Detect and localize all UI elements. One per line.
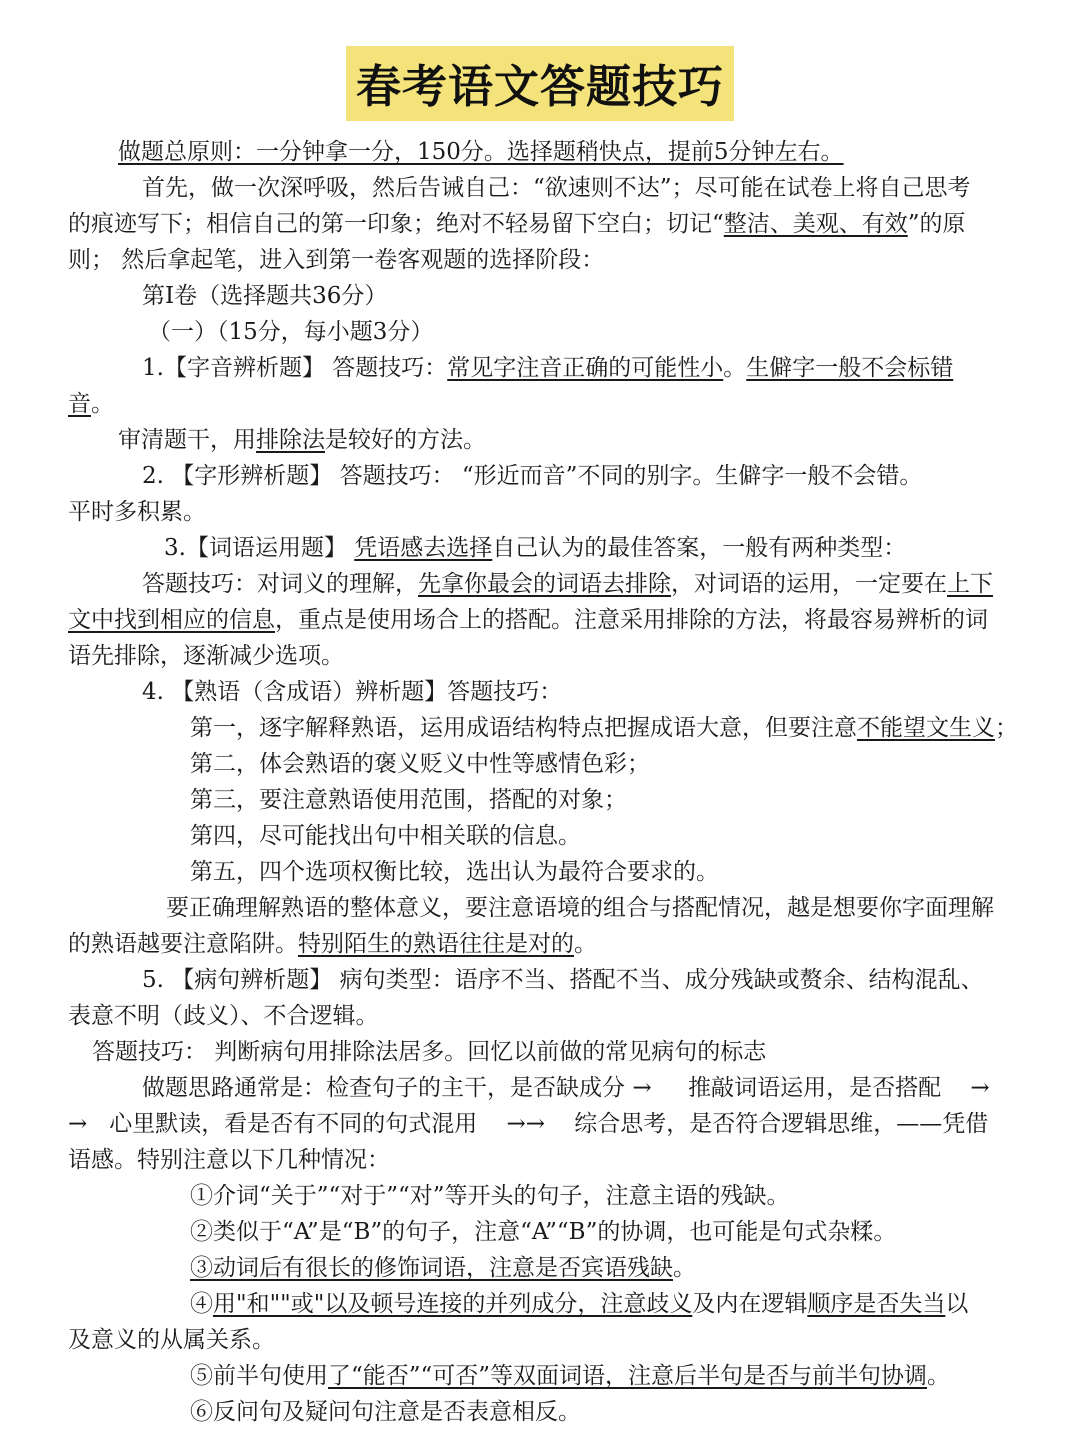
double-arrow-icon: →→	[506, 1111, 546, 1137]
q1-text-3a: 审清题干，用	[118, 427, 256, 453]
intro-line-1	[0, 172, 1080, 204]
q5-case-3-underline: ③动词后有很长的修饰词语，注意是否宾语残缺	[190, 1255, 673, 1281]
q4-point-3	[0, 784, 1080, 816]
intro-line-2	[0, 208, 1080, 240]
q5-tip-line	[0, 1036, 1080, 1068]
q3-tail: 自己认为的最佳答案，一般有两种类型：	[492, 535, 907, 561]
q1-underline-2: 生僻字一般不会标错	[746, 355, 954, 381]
q1-underline-4: 排除法	[256, 427, 325, 453]
q5-route-2a: 心里默读，看是否有不同的句式混用	[109, 1111, 478, 1137]
q2-text-2: 平时多积累。	[68, 499, 206, 525]
q5-route-line-1	[0, 1072, 1080, 1104]
q1-mid: 。	[723, 355, 747, 381]
arrow-icon: →	[68, 1111, 88, 1137]
q4-p5: 第五，四个选项权衡比较，选出认为最符合要求的。	[190, 859, 719, 885]
q5-case-5-underline: 了“能否”“可否”等双面词语，注意后半句是否与前半句协调	[328, 1363, 928, 1389]
q4-head: 4. 【熟语（含成语）辨析题】答题技巧：	[142, 679, 563, 705]
q5-case-4-underline-2: 顺序是否失当	[807, 1291, 946, 1317]
q5-case-4-cont: 及意义的从属关系。	[68, 1327, 275, 1353]
q4-point-5	[0, 856, 1080, 888]
q4-underline-2: 特别陌生的熟语往往是对的	[298, 931, 574, 957]
intro-line-3	[0, 244, 1080, 276]
q5-case-5-a: ⑤前半句使用	[190, 1363, 328, 1389]
q5-route-2b: 综合思考，是否符合逻辑思维，——凭借	[574, 1111, 989, 1137]
intro-text-2a: 的痕迹写下；相信自己的第一印象；绝对不轻易留下空白；切记“	[68, 211, 724, 237]
q4-p2: 第二，体会熟语的褒义贬义中性等感情色彩；	[190, 751, 650, 777]
section-heading	[0, 280, 1080, 312]
q3-text-2b: ，对词语的运用，一定要在	[671, 571, 947, 597]
q3-text-4: 语先排除，逐渐减少选项。	[68, 643, 344, 669]
q1-line-2	[0, 388, 1080, 420]
q5-case-1-text: ①介词“关于”“对于”“对”等开头的句子，注意主语的残缺。	[190, 1183, 790, 1209]
q5-case-2-text: ②类似于“A”是“B”的句子，注意“A”“B”的协调，也可能是句式杂糅。	[190, 1219, 897, 1245]
q4-line-head	[0, 676, 1080, 708]
section-subheading	[0, 316, 1080, 348]
page-title: 春考语文答题技巧	[346, 46, 734, 121]
q1-text-3b: 是较好的方法。	[325, 427, 486, 453]
q3-line-2	[0, 568, 1080, 600]
arrow-icon: →	[970, 1075, 990, 1101]
q5-case-4	[0, 1288, 1080, 1320]
q5-line-1	[0, 964, 1080, 996]
q5-case-2	[0, 1216, 1080, 1248]
intro-text-3: 则； 然后拿起笔，进入到第一卷客观题的选择阶段：	[68, 247, 605, 273]
q4-p1b: ；	[995, 715, 1018, 741]
q1-end: 。	[91, 391, 114, 417]
q4-underline-1: 不能望文生义	[857, 715, 995, 741]
intro-underline: 整洁、美观、有效	[723, 211, 908, 237]
q3-underline-2: 先拿你最会的词语去排除	[418, 571, 671, 597]
q5-text-1: 5. 【病句辨析题】 病句类型：语序不当、搭配不当、成分残缺或赘余、结构混乱、	[142, 967, 984, 993]
q5-case-4-line-2	[0, 1324, 1080, 1356]
q5-case-5	[0, 1360, 1080, 1392]
q1-line-1	[0, 352, 1080, 384]
q5-case-4-end: 以	[945, 1291, 969, 1317]
q5-route-line-2	[0, 1108, 1080, 1140]
q5-case-3	[0, 1252, 1080, 1284]
q1-underline-1: 常见字注音正确的可能性小	[447, 355, 724, 381]
q5-text-2: 表意不明（歧义）、不合逻辑。	[68, 1003, 379, 1029]
q4-point-1	[0, 712, 1080, 744]
q3-underline-4: 文中找到相应的信息	[68, 607, 275, 633]
section-sub-text: （一）（15分，每小题3分）	[148, 319, 434, 345]
principle-line	[0, 136, 1080, 168]
q4-point-2	[0, 748, 1080, 780]
q1-line-3	[0, 424, 1080, 456]
title-banner	[0, 46, 1080, 121]
q1-underline-3: 音	[68, 391, 91, 417]
intro-text-2b: ”的原	[907, 211, 966, 237]
q5-route-3: 语感。特别注意以下几种情况：	[68, 1147, 390, 1173]
q3-underline-1: 凭语感去选择	[354, 535, 493, 561]
q5-case-4-num: ④	[190, 1291, 213, 1317]
q4-s2a: 的熟语越要注意陷阱。	[68, 931, 298, 957]
q5-case-6	[0, 1396, 1080, 1428]
q2-line-2	[0, 496, 1080, 528]
q5-case-6-text: ⑥反问句及疑问句注意是否表意相反。	[190, 1399, 581, 1425]
q1-head: 1.【字音辨析题】 答题技巧：	[142, 355, 448, 381]
q5-case-5-end: 。	[927, 1363, 951, 1389]
q5-route-line-3	[0, 1144, 1080, 1176]
q5-route-1b: 推敲词语运用，是否搭配	[688, 1075, 942, 1101]
q5-case-4-underline: 用"和""或"以及顿号连接的并列成分，注意歧义	[213, 1291, 693, 1317]
q5-route-1a: 做题思路通常是：检查句子的主干，是否缺成分	[142, 1075, 625, 1101]
intro-text-1: 首先，做一次深呼吸，然后告诫自己：“欲速则不达”；尽可能在试卷上将自己思考	[142, 175, 971, 201]
q3-text-3b: ，重点是使用场合上的搭配。注意采用排除的方法，将最容易辨析的词	[275, 607, 988, 633]
q3-line-3	[0, 604, 1080, 636]
q4-point-4	[0, 820, 1080, 852]
q5-case-3-end: 。	[673, 1255, 696, 1281]
q5-case-1	[0, 1180, 1080, 1212]
q5-case-4-mid: 及内在逻辑	[692, 1291, 808, 1317]
q3-underline-3: 上下	[947, 571, 993, 597]
q4-p3: 第三，要注意熟语使用范围，搭配的对象；	[190, 787, 627, 813]
section-heading-text: 第Ⅰ卷（选择题共36分）	[142, 283, 388, 309]
q4-summary-2	[0, 928, 1080, 960]
principle-text: 做题总原则：一分钟拿一分，150分。选择题稍快点，提前5分钟左右。	[118, 139, 844, 165]
q3-line-1	[0, 532, 1080, 564]
q2-line-1	[0, 460, 1080, 492]
q2-text-1: 2. 【字形辨析题】 答题技巧： “形近而音”不同的别字。生僻字一般不会错。	[142, 463, 923, 489]
q4-summary-1	[0, 892, 1080, 924]
q4-s2b: 。	[574, 931, 597, 957]
q4-p4: 第四，尽可能找出句中相关联的信息。	[190, 823, 581, 849]
q5-tip: 答题技巧： 判断病句用排除法居多。回忆以前做的常见病句的标志	[92, 1039, 767, 1065]
arrow-icon: →	[632, 1075, 652, 1101]
q5-line-2	[0, 1000, 1080, 1032]
q3-line-4	[0, 640, 1080, 672]
q3-text-2a: 答题技巧：对词义的理解，	[142, 571, 418, 597]
q4-s1: 要正确理解熟语的整体意义，要注意语境的组合与搭配情况，越是想要你字面理解	[166, 895, 994, 921]
q3-head: 3.【词语运用题】	[164, 535, 355, 561]
q4-p1a: 第一，逐字解释熟语，运用成语结构特点把握成语大意，但要注意	[190, 715, 857, 741]
